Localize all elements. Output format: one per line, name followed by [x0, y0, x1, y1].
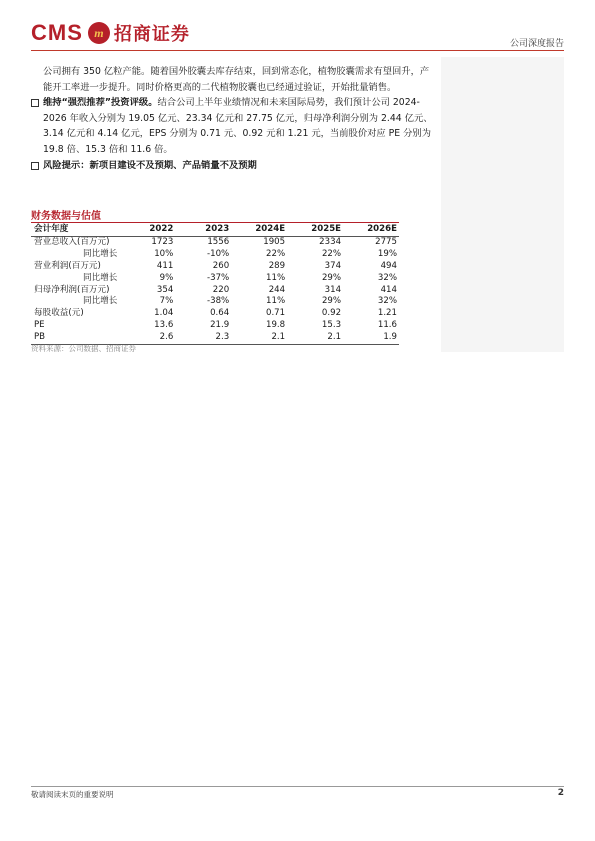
header-divider — [31, 50, 564, 51]
table-cell: 21.9 — [210, 320, 230, 331]
table-cell: 19.8 — [265, 320, 286, 331]
table-cell: 13.6 — [154, 320, 174, 331]
column-header: 2022 — [119, 224, 175, 236]
table-body — [31, 236, 399, 344]
table-cell: -10% — [207, 248, 230, 259]
table-cell: 7% — [159, 296, 174, 307]
table-cell: 374 — [324, 260, 342, 271]
table-cell: 2.1 — [287, 332, 343, 344]
table-row — [31, 296, 399, 308]
table-cell: 260 — [212, 260, 230, 271]
row-label: 每股收益(元) — [34, 308, 84, 319]
logo-seal-icon: m — [88, 22, 110, 44]
column-header: 2024E — [231, 224, 287, 236]
table-cell: 1723 — [151, 236, 174, 247]
table-cell: 2.6 — [119, 332, 175, 344]
table-cell: 1.04 — [154, 308, 174, 319]
table-cell: 22% — [321, 248, 342, 259]
data-source: 资料来源：公司数据、招商证券 — [31, 344, 136, 353]
table-cell: 1556 — [207, 236, 230, 247]
row-label: 同比增长 — [83, 248, 118, 259]
column-header: 2023 — [175, 224, 231, 236]
row-label: PE — [34, 320, 45, 331]
table-cell: 0.92 — [321, 308, 342, 319]
table-title-divider — [31, 222, 399, 223]
table-cell: 411 — [156, 260, 174, 271]
row-label: PB — [31, 332, 119, 344]
column-header: 会计年度 — [31, 224, 119, 236]
table-cell: 2.3 — [175, 332, 231, 344]
page-number: 2 — [557, 788, 564, 798]
table-row — [31, 285, 399, 297]
table-cell: 0.64 — [210, 308, 230, 319]
table-row — [31, 249, 399, 261]
column-header: 2025E — [287, 224, 343, 236]
table-cell: 1905 — [263, 236, 286, 247]
table-cell: 11% — [266, 296, 286, 307]
bullet-rating — [31, 95, 433, 157]
row-label: 营业总收入(百万元) — [34, 236, 110, 247]
table-cell: 494 — [380, 260, 397, 271]
table-cell: 2334 — [319, 236, 342, 247]
table-row — [31, 273, 399, 285]
row-label: 同比增长 — [83, 272, 118, 283]
table-cell: 220 — [212, 284, 230, 295]
table-row — [31, 261, 399, 273]
table-cell: 15.3 — [321, 320, 342, 331]
table-cell: 22% — [266, 248, 286, 259]
bullet-risk — [31, 158, 433, 174]
logo-chinese-name: 招商证券 — [113, 24, 190, 45]
table-cell: 414 — [380, 284, 397, 295]
table-cell: 32% — [377, 272, 397, 283]
row-label: 同比增长 — [83, 296, 118, 307]
table-row — [31, 236, 399, 248]
table-cell: 11% — [266, 272, 286, 283]
report-body — [31, 64, 433, 173]
bullet-square-icon — [31, 99, 39, 107]
table-cell: 244 — [268, 284, 286, 295]
paragraph-capacity: 公司拥有 350 亿粒产能。随着国外胶囊去库存结束，回到常态化，植物胶囊需求有望回升，产能开工率进一步提升。同时价格更高的二代植物胶囊也已经通过验证，开始批量销售。 — [43, 66, 430, 93]
footer-divider — [31, 786, 564, 787]
financial-table — [31, 224, 399, 345]
row-label: 营业利润(百万元) — [34, 260, 101, 271]
table-cell: 9% — [159, 272, 174, 283]
risk-warning: 风险提示：新项目建设不及预期、产品销量不及预期 — [43, 159, 257, 171]
footer-disclaimer: 敬请阅读末页的重要说明 — [31, 790, 114, 799]
rating-text: 结合公司上半年业绩情况和未来国际局势，我们预计公司 2024-2026 年收入分别为 19.05 亿元、23.34 亿元和 27.75 亿元，归母净利润分别为 2.44 亿元、3.14 亿元和 4.14 亿元，EPS 分别为 0.71 元、0.92 元和 1.21 元，当前股价对应 PE 分别为 19.8 倍、15.3 倍和 11.6 倍。 — [43, 97, 433, 155]
table-cell: 1.21 — [377, 308, 397, 319]
table-row — [31, 320, 399, 332]
table-cell: 289 — [268, 260, 286, 271]
rating-heading: 维持“强烈推荐”投资评级。 — [43, 97, 158, 109]
table-cell: 354 — [156, 284, 174, 295]
table-cell: -38% — [207, 296, 230, 307]
column-header: 2026E — [343, 224, 399, 236]
report-type-label: 公司深度报告 — [509, 39, 564, 49]
table-cell: 2775 — [375, 236, 397, 247]
table-title: 财务数据与估值 — [31, 211, 101, 222]
table-cell: 2.1 — [231, 332, 287, 344]
table-cell: 1.9 — [343, 332, 399, 344]
table-cell: 314 — [324, 284, 342, 295]
company-logo — [31, 20, 190, 46]
table-cell: -37% — [207, 272, 230, 283]
table-cell: 0.71 — [265, 308, 286, 319]
table-cell: 11.6 — [377, 320, 397, 331]
table-row — [31, 308, 399, 320]
sidebar-panel — [441, 57, 564, 352]
table-cell: 29% — [321, 296, 342, 307]
bullet-square-icon — [31, 162, 39, 170]
row-label: 归母净利润(百万元) — [34, 284, 110, 295]
table-cell: 32% — [377, 296, 397, 307]
table-cell: 10% — [154, 248, 174, 259]
logo-text: CMS — [31, 20, 83, 45]
table-cell: 19% — [377, 248, 397, 259]
table-cell: 29% — [321, 272, 342, 283]
table-header-row — [31, 224, 399, 236]
